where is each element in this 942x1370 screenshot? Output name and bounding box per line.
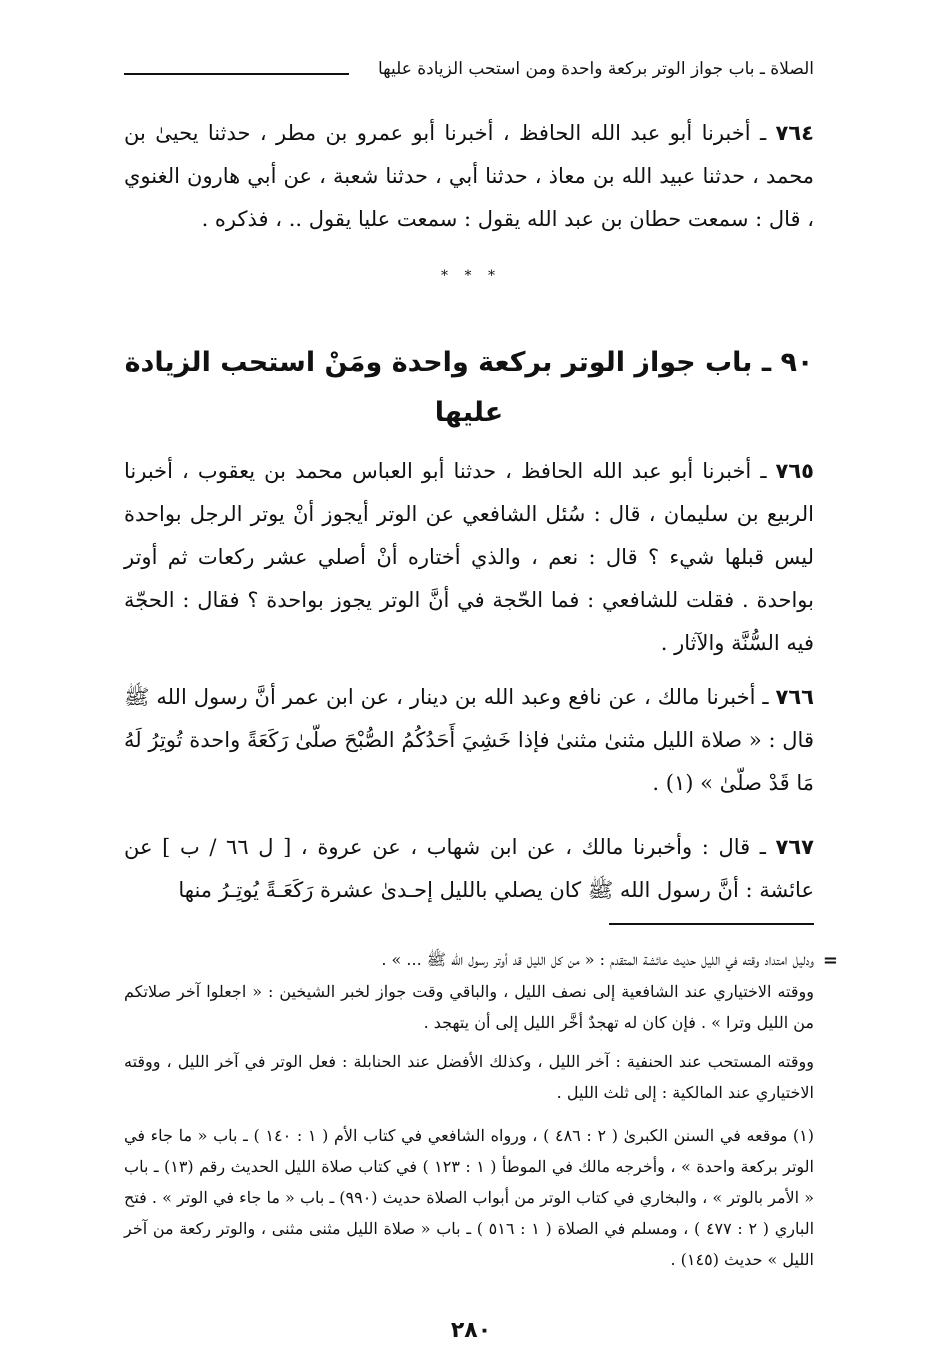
- hadith-765: [124, 450, 814, 665]
- footnote-continued-b: ووقته الاختياري عند الشافعية إلى نصف الليل ، والباقي وقت جواز لخبر الشيخين : « اجعلوا آخر صلاتكم من الليل وترا » . فإن كان له تهجدٌ أخَّر الليل إلى أن يتهجد .: [124, 982, 814, 1032]
- hadith-number: ٧٦٤: [775, 121, 814, 145]
- hadith-767: [124, 826, 814, 912]
- footnote-1: (١) موقعه في السنن الكبرىٰ ( ٢ : ٤٨٦ ) ، ورواه الشافعي في كتاب الأم ( ١ : ١٤٠ ) ـ باب « ما جاء في الوتر بركعة واحدة » ، وأخرجه مالك في الموطأ ( ١ : ١٢٣ ) في كتاب صلاة الليل الحديث رقم (١٣) ـ باب « الأمر بالوتر » ، والبخاري في كتاب الوتر من أبواب الصلاة حديث (٩٩٠) ـ باب « ما جاء في الوتر » . فتح الباري ( ٢ : ٤٧٧ ) ، ومسلم في الصلاة ( ١ : ٥١٦ ) ـ باب « صلاة الليل مثنى مثنى ، والوتر ركعة من آخر الليل » حديث (١٤٥) .: [124, 1126, 815, 1269]
- hadith-text: ـ قال : وأخبرنا مالك ، عن ابن شهاب ، عن عروة ، [ ل ٦٦ / ب ] عن عائشة : أنَّ رسول الله ﷺ كان يصلي بالليل إحـدىٰ عشرة رَكَعَـةً يُوتِـرُ منها: [124, 835, 814, 902]
- hadith-text: ـ أخبرنا أبو عبد الله الحافظ ، أخبرنا أبو عمرو بن مطر ، حدثنا يحيىٰ بن محمد ، حدثنا عبيد الله بن معاذ ، حدثنا أبي ، حدثنا شعبة ، عن أبي هارون الغنوي ، قال : سمعت حطان بن عبد الله يقول : سمعت عليا يقول .. ، فذكره .: [124, 121, 814, 231]
- page-number: ٢٨٠: [450, 1318, 492, 1343]
- chapter-title: ٩٠ ـ باب جواز الوتر بركعة واحدة ومَنْ استحب الزيادة عليها: [124, 347, 814, 428]
- hadith-text: ـ أخبرنا أبو عبد الله الحافظ ، حدثنا أبو العباس محمد بن يعقوب ، أخبرنا الربيع بن سليمان ، قال : سُئل الشافعي عن الوتر أيجوز أنْ يوتر الرجل بواحدة ليس قبلها شيء ؟ قال : نعم ، والذي أختاره أنْ أصلي عشر ركعات ثم أوتر بواحدة . فقلت للشافعي : فما الحّجة في أنَّ الوتر يجوز بواحدة ؟ فقال : الحجّة فيه السُّنَّة والآثار .: [124, 459, 814, 655]
- footnote-continuation-mark: =: [822, 950, 838, 971]
- hadith-number: ٧٦٧: [775, 835, 814, 859]
- footnote-continued-a: ودليل امتداد وقته في الليل حديث عائشة المتقدم : « من كل الليل قد أوتر رسول الله ﷺ ... » .: [381, 950, 814, 969]
- hadith-text: ـ أخبرنا مالك ، عن نافع وعبد الله بن دينار ، عن ابن عمر أنَّ رسول الله ﷺ قال : « صلاة الليل مثنىٰ مثنىٰ فإذا خَشِيَ أَحَدُكُمُ الصُّبْحَ صلّىٰ رَكَعَةً واحدة تُوتِرُ لَهُ مَا قَدْ صلّىٰ » (١) .: [124, 685, 814, 795]
- section-separator: * * *: [441, 268, 501, 284]
- hadith-number: ٧٦٦: [775, 685, 814, 709]
- footnote-continued-c: ووقته المستحب عند الحنفية : آخر الليل ، وكذلك الأفضل عند الحنابلة : فعل الوتر في آخر الليل ، ووقته الاختياري عند المالكية : إلى ثلث الليل .: [124, 1052, 814, 1102]
- hadith-766: [124, 676, 814, 805]
- running-header: [124, 58, 814, 80]
- footnote-rule: [609, 923, 814, 925]
- running-header-text: الصلاة ـ باب جواز الوتر بركعة واحدة ومن استحب الزيادة عليها: [377, 59, 814, 79]
- hadith-number: ٧٦٥: [775, 459, 814, 483]
- header-rule: [124, 73, 349, 75]
- hadith-764: [124, 112, 814, 241]
